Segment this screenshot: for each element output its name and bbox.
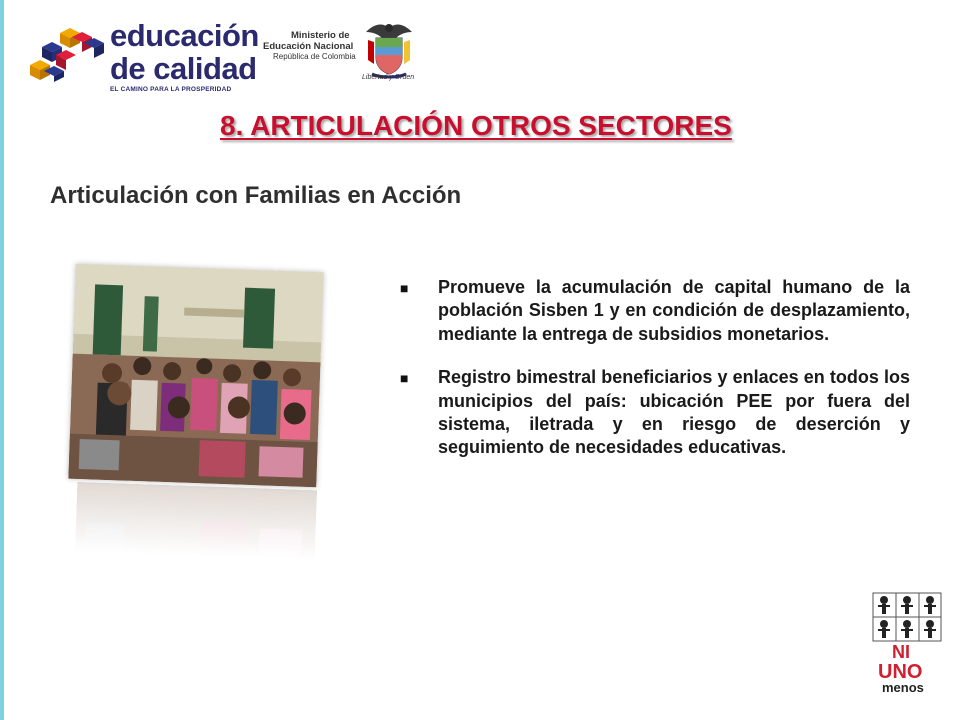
left-accent-rule: [0, 0, 4, 720]
header: [0, 0, 960, 100]
photo-reflection: [75, 482, 317, 560]
ministry-line2: Educación Nacional: [263, 41, 354, 53]
ni-uno-line3: menos: [882, 680, 924, 695]
edu-logo-line2: de calidad: [110, 51, 257, 86]
bullet-item: [398, 276, 910, 346]
section-title: 8. ARTICULACIÓN OTROS SECTORES: [220, 110, 732, 141]
education-quality-wordmark: [110, 20, 259, 94]
square-bullet-icon: ■: [400, 370, 409, 387]
ni-uno-line1: NI: [892, 642, 910, 662]
edu-logo-line1: educación: [110, 18, 259, 53]
square-bullet-icon: ■: [400, 280, 409, 296]
coat-motto: Libertad y Orden: [362, 74, 415, 81]
photo-image: [68, 264, 323, 488]
bullet-item: [398, 366, 910, 460]
ministry-line1: Ministerio de: [291, 30, 350, 41]
education-quality-logo-icon: [30, 28, 110, 82]
edu-logo-tagline: EL CAMINO PARA LA PROSPERIDAD: [110, 86, 232, 93]
bullet-list: [398, 276, 910, 480]
ministry-wordmark: [263, 30, 356, 62]
ministry-line3: República de Colombia: [273, 52, 356, 62]
bullet-text: Promueve la acumulación de capital humano de la población Sisben 1 y en condición de desplazamiento, mediante la entrega de subsidios monetarios.: [438, 277, 910, 344]
bullet-text: Registro bimestral beneficiarios y enlaces en todos los municipios del país: ubicación PEE por fuera del sistema, iletrada y en riesgo de deserción y seguimiento de necesidades educativas.: [438, 367, 910, 458]
ni-uno-menos-logo-icon: [872, 592, 942, 696]
ni-uno-line2: UNO: [878, 661, 923, 683]
community-meeting-photo: [72, 268, 320, 548]
slide-subtitle: Articulación con Familias en Acción: [50, 182, 462, 209]
